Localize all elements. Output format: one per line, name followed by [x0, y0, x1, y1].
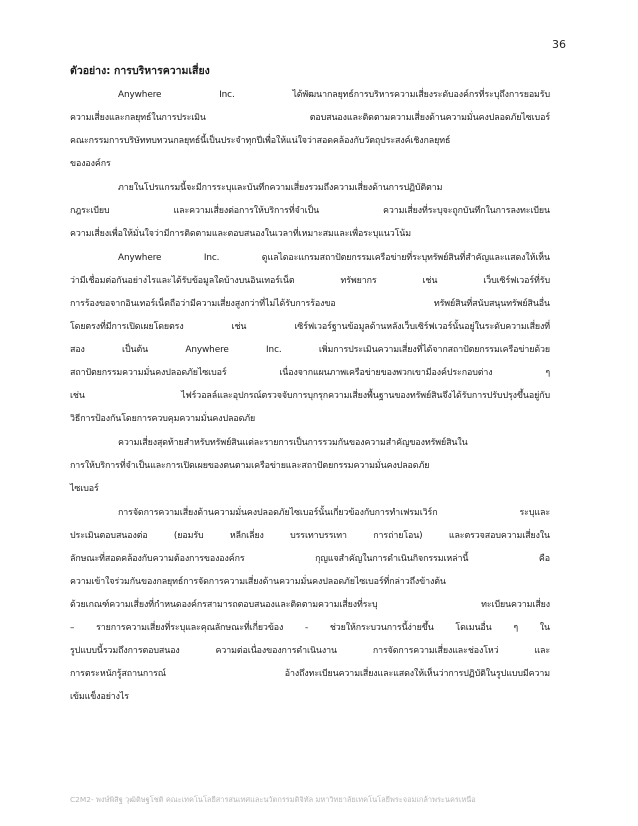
- paragraph-line: คณะกรรมการบริษัททบทวนกลยุทธ์นี้เป็นประจำทุกปีเพื่อให้แน่ใจว่าสอดคล้องกับวัตถุประสงค์เชิงกลยุทธ์: [70, 136, 451, 146]
- paragraph-line: โดยตรงที่มีการเปิดเผยโดยตรง เช่น เซิร์ฟเวอร์ฐานข้อมูลด้านหลังเว็บเซิร์ฟเวอร์นั้นอยู่ในระดับความเสี่ยงที่: [70, 322, 550, 332]
- paragraph: [70, 177, 550, 246]
- paragraph-line: ขององค์กร: [70, 159, 111, 169]
- paragraph-line: ว่ามีเชื่อมต่อกันอย่างไรและได้รับข้อมูลใดบ้างบนอินเทอร์เน็ต ทรัพยากร เช่น เว็บเซิร์ฟเวอร์ที่รับ: [70, 276, 550, 286]
- paragraph-line: เข้มแข็งอย่างไร: [70, 692, 129, 702]
- document-body: [70, 64, 550, 710]
- paragraph-line: ความเสี่ยงสุดท้ายสำหรับทรัพย์สินแต่ละรายการเป็นการรวมกันของความสำคัญของทรัพย์สินใน: [118, 438, 468, 448]
- paragraph-line: ภายในโปรแกรมนี้จะมีการระบุและบันทึกความเสี่ยงรวมถึงความเสี่ยงด้านการปฏิบัติตาม: [118, 183, 443, 193]
- paragraph-line: วิธีการป้องกันโดยการควบคุมความมั่นคงปลอดภัย: [70, 414, 256, 424]
- paragraph: [70, 502, 550, 709]
- section-heading: ตัวอย่าง: การบริหารความเสี่ยง: [70, 65, 210, 77]
- paragraph-line: การตระหนักรู้สถานการณ์ อ้างถึงทะเบียนความเสี่ยงและแสดงให้เห็นว่าการปฏิบัติในรูปแบบมีความ: [70, 669, 550, 679]
- paragraph-line: กฎระเบียบ และความเสี่ยงต่อการให้บริการที่จำเป็น ความเสี่ยงที่ระบุจะถูกบันทึกในการลงทะเบียน: [70, 206, 550, 216]
- paragraph-line: Anywhere Inc. ดูแลไดอะแกรมสถาปัตยกรรมเครือข่ายที่ระบุทรัพย์สินที่สำคัญและแสดงให้เห็น: [118, 253, 550, 263]
- paragraph-line: ไซเบอร์: [70, 484, 99, 494]
- paragraph-line: เช่น ไฟร์วอลล์และอุปกรณ์ตรวจจับการบุกรุกความเสี่ยงพื้นฐานของทรัพย์สินจึงได้รับการปรับปรุงขึ้นอยู่กับ: [70, 391, 550, 401]
- page-footer: C2M2- พงษ์พิสิฐ วุฒิดิษฐโชติ คณะเทคโนโลยีสารสนเทศและนวัตกรรมดิจิทัล มหาวิทยาลัยเทคโนโลยีพระจอมเกล้าพระนครเหนือ: [70, 795, 476, 804]
- paragraph-line: ประเมินตอบสนองต่อ (ยอมรับ หลีกเลี่ยง บรรเทาบรรเทา การถ่ายโอน) และตรวจสอบความเสี่ยงใน: [70, 531, 550, 541]
- paragraph-line: – รายการความเสี่ยงที่ระบุและคุณลักษณะที่เกี่ยวข้อง - ช่วยให้กระบวนการนี้ง่ายขึ้น โดเมนอื่น ๆ ใน: [70, 623, 550, 633]
- paragraph: [70, 84, 550, 176]
- paragraph-line: สถาปัตยกรรมความมั่นคงปลอดภัยไซเบอร์ เนื่องจากแผนภาพเครือข่ายของพวกเขามีองค์ประกอบต่าง ๆ: [70, 368, 550, 378]
- paragraph-line: สอง เป็นต้น Anywhere Inc. เพิ่มการประเมินความเสี่ยงที่ได้จากสถาปัตยกรรมเครือข่ายด้วย: [70, 345, 550, 355]
- paragraph-line: การร้องขอจากอินเทอร์เน็ตถือว่ามีความเสี่ยงสูงกว่าที่ไม่ได้รับการร้องขอ ทรัพย์สินที่สนับสนุนทรัพย์สินอื่น: [70, 299, 550, 309]
- paragraph-line: การจัดการความเสี่ยงด้านความมั่นคงปลอดภัยไซเบอร์นั้นเกี่ยวข้องกับการทำเฟรมเวิร์ก ระบุและ: [118, 508, 550, 518]
- paragraph: [70, 247, 550, 431]
- paragraph-line: ความเสี่ยงและกลยุทธ์ในการประเมิน ตอบสนองและติดตามความเสี่ยงด้านความมั่นคงปลอดภัยไซเบอร์: [70, 113, 550, 123]
- paragraph-line: ความเสี่ยงเพื่อให้มั่นใจว่ามีการติดตามและตอบสนองในเวลาที่เหมาะสมและเพื่อระบุแนวโน้ม: [70, 229, 411, 239]
- paragraph-line: ลักษณะที่สอดคล้องกับความต้องการขององค์กร กุญแจสำคัญในการดำเนินกิจกรรมเหล่านี้ คือ: [70, 554, 550, 564]
- paragraph-line: รูปแบบนี้รวมถึงการตอบสนอง ความต่อเนื่องของการดำเนินงาน การจัดการความเสี่ยงและช่องโหว่ และ: [70, 646, 550, 656]
- paragraph-line: ด้วยเกณฑ์ความเสี่ยงที่กำหนดองค์กรสามารถตอบสนองและติดตามความเสี่ยงที่ระบุ ทะเบียนความเสี่ยง: [70, 600, 550, 610]
- paragraph: [70, 432, 550, 501]
- paragraph-line: การให้บริการที่จำเป็นและการเปิดเผยของตนตามเครือข่ายและสถาปัตยกรรมความมั่นคงปลอดภัย: [70, 461, 430, 471]
- paragraph-line: ความเข้าใจร่วมกันของกลยุทธ์การจัดการความเสี่ยงด้านความมั่นคงปลอดภัยไซเบอร์ที่กล่าวถึงข้างต้น: [70, 577, 446, 587]
- page-number: 36: [552, 38, 566, 51]
- paragraph-list: [70, 84, 550, 709]
- paragraph-line: Anywhere Inc. ได้พัฒนากลยุทธ์การบริหารความเสี่ยงระดับองค์กรที่ระบุถึงการยอมรับ: [118, 90, 550, 100]
